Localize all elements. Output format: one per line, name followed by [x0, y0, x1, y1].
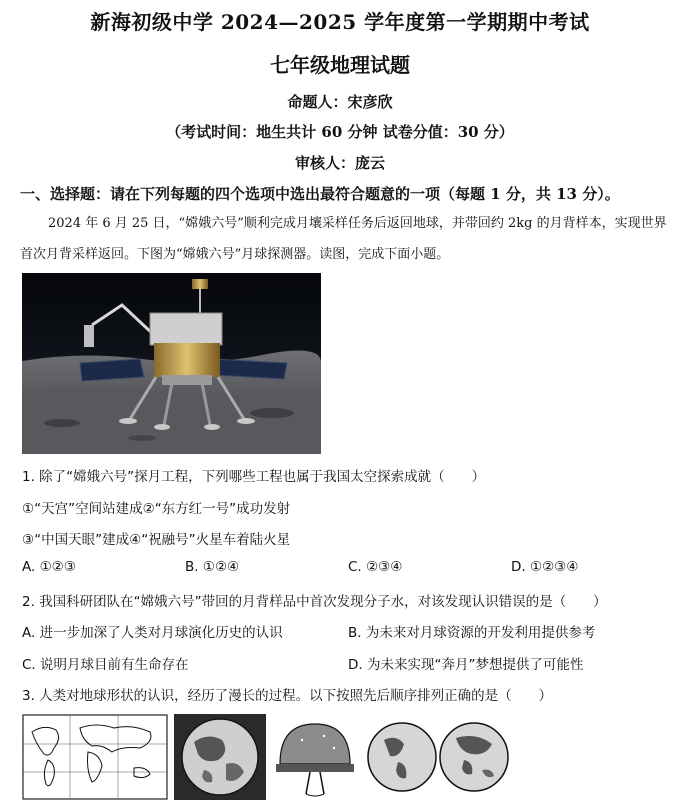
- two-hemispheres-figure: [364, 714, 512, 800]
- earth-globe-figure: [174, 714, 266, 800]
- question-1-option-b: B. ①②④: [185, 559, 240, 575]
- question-1-option-a: A. ①②③: [22, 559, 76, 575]
- reviewer-line: 审核人：庞云: [294, 154, 385, 172]
- question-1-option-c: C. ②③④: [348, 559, 403, 575]
- intro-paragraph: 2024 年 6 月 25 日，“嫦娥六号”顺利完成月壤采样任务后返回地球，并带回约 2kg 的月背样本，实现世界首次月背采样返回。下图为“嫦娥六号”月球探测器。读图，完成下面小题。: [20, 216, 667, 262]
- question-2-option-b: B. 为未来对月球资源的开发利用提供参考: [348, 625, 596, 641]
- question-3-stem: 3. 人类对地球形状的认识，经历了漫长的过程。以下按照先后顺序排列正确的是（ ）: [22, 688, 553, 704]
- question-1-statement: ③“中国天眼”建成④“祝融号”火星车着陆火星: [22, 532, 291, 548]
- question-1-option-d: D. ①②③④: [511, 559, 579, 575]
- change6-lander-photo: [22, 273, 321, 454]
- question-1-statement: ①“天宫”空间站建成②“东方红一号”成功发射: [22, 501, 291, 517]
- exam-title: 新海初级中学 2024—2025 学年度第一学期期中考试: [90, 10, 590, 34]
- dome-heaven-figure: [272, 714, 358, 800]
- exam-subtitle: 七年级地理试题: [270, 53, 410, 77]
- author-line: 命题人：宋彦欣: [287, 93, 393, 111]
- question-2-option-d: D. 为未来实现“奔月”梦想提供了可能性: [348, 657, 584, 673]
- question-2-stem: 2. 我国科研团队在“嫦娥六号”带回的月背样品中首次发现分子水，对该发现认识错误的是（ ）: [22, 594, 607, 610]
- world-map-figure: [22, 714, 168, 800]
- exam-info: （考试时间：地生共计 60 分钟 试卷分值：30 分）: [166, 123, 514, 141]
- question-2-option-a: A. 进一步加深了人类对月球演化历史的认识: [22, 625, 283, 641]
- section-heading: 一、选择题：请在下列每题的四个选项中选出最符合题意的一项（每题 1 分，共 13 分）。: [20, 185, 620, 203]
- question-1-stem: 1. 除了“嫦娥六号”探月工程，下列哪些工程也属于我国太空探索成就（ ）: [22, 469, 486, 485]
- question-2-option-c: C. 说明月球目前有生命存在: [22, 657, 189, 673]
